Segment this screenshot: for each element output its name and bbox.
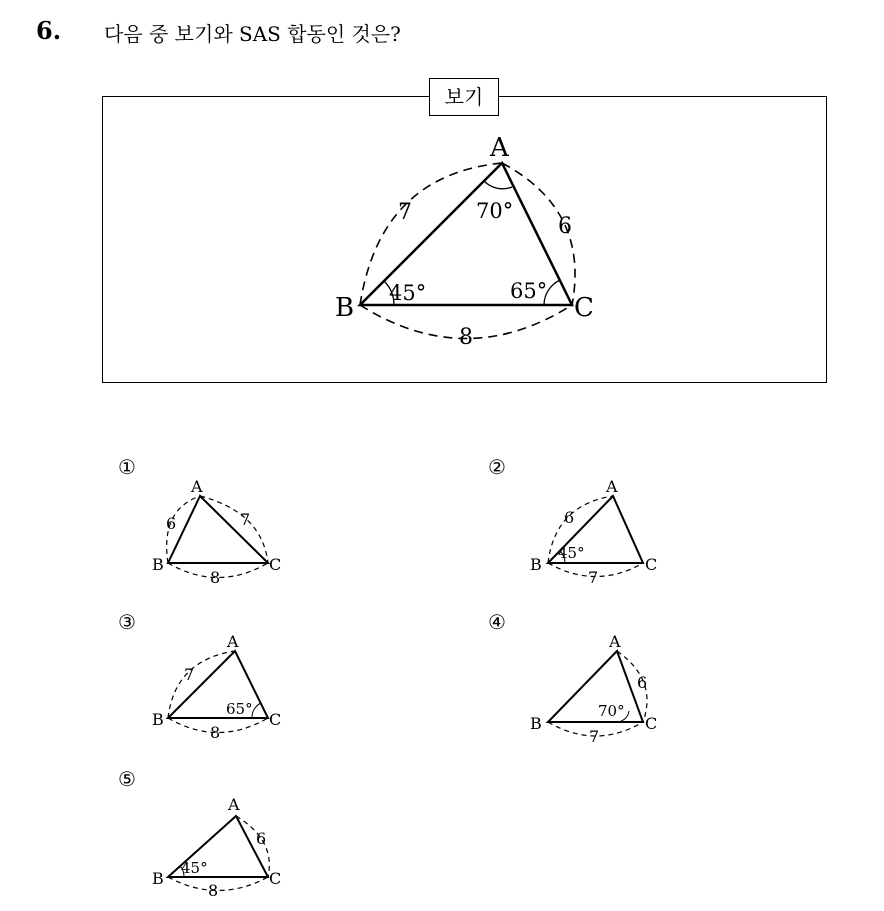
- choice-4-side-bc: 7: [589, 727, 600, 746]
- choice-5-vertex-c: C: [269, 869, 282, 888]
- side-label-ab: 7: [398, 200, 412, 225]
- choice-2-marker[interactable]: ②: [488, 455, 506, 479]
- choice-2-vertex-b: B: [530, 555, 542, 574]
- choice-2-side-ab: 6: [564, 508, 575, 527]
- choice-3-vertex-b: B: [152, 710, 164, 729]
- question-text: 다음 중 보기와 SAS 합동인 것은?: [104, 22, 401, 46]
- side-label-bc: 8: [459, 325, 473, 350]
- choice-2-vertex-a: A: [606, 477, 618, 496]
- choice-4-angle: 70°: [598, 702, 625, 720]
- choice-5-side-bc: 8: [208, 881, 219, 900]
- choice-2-figure: [530, 477, 657, 587]
- choice-3-side-bc: 8: [210, 723, 221, 742]
- choice-4-vertex-a: A: [609, 632, 621, 651]
- choice-5-vertex-a: A: [228, 795, 240, 814]
- choice-3-marker[interactable]: ③: [118, 610, 136, 634]
- choice-2-angle-b: 45°: [558, 544, 585, 562]
- reference-triangle: [335, 133, 594, 350]
- choice-1-side-ab: 6: [166, 514, 177, 533]
- choice-1-side-ac: 7: [240, 510, 251, 529]
- vertex-label-b: B: [335, 293, 355, 323]
- angle-label-c: 65°: [510, 279, 548, 303]
- choice-1-vertex-b: B: [152, 555, 164, 574]
- choice-1-vertex-c: C: [269, 555, 282, 574]
- choice-5-angle-b: 45°: [181, 859, 208, 877]
- choice-4-marker[interactable]: ④: [488, 610, 506, 634]
- angle-label-b: 45°: [389, 281, 427, 305]
- choice-4-figure: [530, 632, 657, 746]
- choice-5-figure: [152, 795, 281, 900]
- reference-box-label: 보기: [429, 78, 499, 116]
- choice-5-side-ac: 6: [256, 829, 267, 848]
- vertex-label-c: C: [574, 293, 594, 323]
- choice-4-vertex-c: C: [645, 714, 658, 733]
- choice-3-angle-arc-c: [252, 703, 261, 718]
- choice-2-side-bc: 7: [588, 568, 599, 587]
- choice-3-figure: [152, 632, 281, 742]
- vertex-label-a: A: [490, 133, 509, 163]
- choice-3-vertex-c: C: [269, 710, 282, 729]
- choice-1-edges: [168, 496, 268, 563]
- angle-arc-a: [484, 181, 512, 189]
- choice-1-marker[interactable]: ①: [118, 455, 136, 479]
- choice-5-marker[interactable]: ⑤: [118, 767, 136, 791]
- choice-2-vertex-c: C: [645, 555, 658, 574]
- choice-3-edges: [168, 651, 268, 718]
- side-label-ac: 6: [558, 214, 572, 239]
- choice-1-vertex-a: A: [191, 477, 203, 496]
- choice-1-side-bc: 8: [210, 568, 221, 587]
- choice-3-vertex-a: A: [227, 632, 239, 651]
- choice-3-angle-c: 65°: [226, 700, 253, 718]
- choice-1-figure: [152, 477, 281, 587]
- question-number: 6.: [36, 16, 62, 45]
- choice-4-side-ac: 6: [637, 673, 648, 692]
- angle-label-a: 70°: [476, 199, 514, 223]
- choice-3-side-ab: 7: [184, 665, 195, 684]
- choice-4-vertex-b: B: [530, 714, 542, 733]
- choice-5-vertex-b: B: [152, 869, 164, 888]
